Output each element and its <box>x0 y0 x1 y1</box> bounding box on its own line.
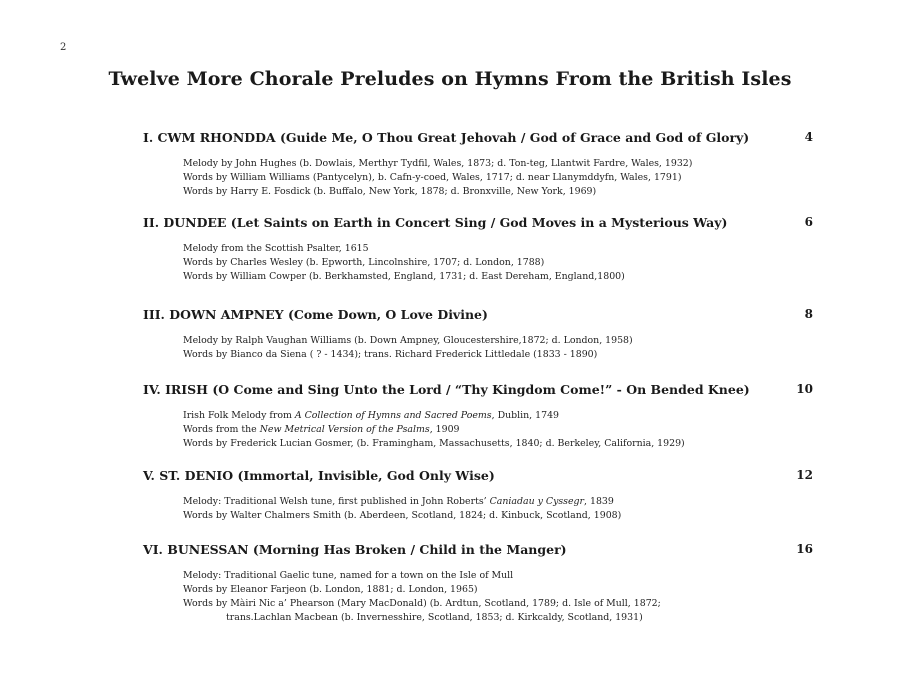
credit-line: Melody: Traditional Gaelic tune, named for a town on the Isle of Mull <box>183 570 514 581</box>
entry-page-number: 12 <box>796 468 813 482</box>
page-number: 2 <box>60 42 67 53</box>
credit-line <box>183 495 813 509</box>
credit-line <box>183 409 813 423</box>
toc-entry-dundee[interactable] <box>143 215 813 284</box>
credit-line: Words by William Williams (Pantycelyn), b. Cafn-y-coed, Wales, 1717; d. near Llanymddyfn, Wales, 1791) <box>183 172 682 183</box>
entry-page-number: 4 <box>804 130 813 144</box>
entry-heading-row <box>143 542 813 562</box>
credit-text: Irish Folk Melody from <box>183 410 295 421</box>
entry-heading-row <box>143 307 813 327</box>
credit-line: trans.Lachlan Macbean (b. Invernesshire, Scotland, 1853; d. Kirkcaldy, Scotland, 1931) <box>226 612 643 623</box>
credit-line: Words by Walter Chalmers Smith (b. Aberdeen, Scotland, 1824; d. Kinbuck, Scotland, 1908) <box>183 510 622 521</box>
entry-credits <box>143 242 813 284</box>
entry-credits <box>143 569 813 625</box>
toc-entry-down-ampney[interactable] <box>143 307 813 362</box>
toc-entry-cwm-rhondda[interactable] <box>143 130 813 199</box>
credit-line: Words by Eleanor Farjeon (b. London, 1881; d. London, 1965) <box>183 584 478 595</box>
entry-credits <box>143 334 813 362</box>
hymnal-title: Caniadau y Cyssegr <box>489 496 585 507</box>
entry-title[interactable]: II. DUNDEE (Let Saints on Earth in Concert Sing / God Moves in a Mysterious Way) <box>143 215 728 230</box>
entry-page-number: 16 <box>796 542 813 556</box>
entry-heading-row <box>143 468 813 488</box>
entry-credits <box>143 495 813 523</box>
toc-entry-st-denio[interactable] <box>143 468 813 523</box>
entry-title[interactable]: IV. IRISH (O Come and Sing Unto the Lord / “Thy Kingdom Come!” - On Bended Knee) <box>143 382 750 397</box>
credit-line: Melody from the Scottish Psalter, 1615 <box>183 243 369 254</box>
entry-page-number: 8 <box>804 307 813 321</box>
toc-entry-bunessan[interactable] <box>143 542 813 625</box>
hymnal-title: New Metrical Version of the Psalms <box>259 424 430 435</box>
credit-text: Melody: Traditional Welsh tune, first published in John Roberts’ <box>183 496 490 507</box>
credit-line: Words by Bianco da Siena ( ? - 1434); trans. Richard Frederick Littledale (1833 - 1890) <box>183 349 598 360</box>
entry-credits <box>143 409 813 451</box>
entry-credits <box>143 157 813 199</box>
entry-title[interactable]: V. ST. DENIO (Immortal, Invisible, God Only Wise) <box>143 468 495 483</box>
credit-line <box>183 423 813 437</box>
entry-page-number: 10 <box>796 382 813 396</box>
credit-text: , 1909 <box>429 424 460 435</box>
entry-heading-row <box>143 215 813 235</box>
document-title: Twelve More Chorale Preludes on Hymns From the British Isles <box>108 68 792 90</box>
credit-line: Words by William Cowper (b. Berkhamsted, England, 1731; d. East Dereham, England,1800) <box>183 271 625 282</box>
entry-page-number: 6 <box>804 215 813 229</box>
entry-heading-row <box>143 382 813 402</box>
credit-line: Words by Charles Wesley (b. Epworth, Lincolnshire, 1707; d. London, 1788) <box>183 257 545 268</box>
entry-heading-row <box>143 130 813 150</box>
entry-title[interactable]: VI. BUNESSAN (Morning Has Broken / Child in the Manger) <box>143 542 567 557</box>
credit-line: Melody by Ralph Vaughan Williams (b. Down Ampney, Gloucestershire,1872; d. London, 1958) <box>183 335 633 346</box>
credit-text: Words from the <box>183 424 260 435</box>
credit-line: Words by Frederick Lucian Gosmer, (b. Framingham, Massachusetts, 1840; d. Berkeley, California, 1929) <box>183 438 685 449</box>
credit-line: Melody by John Hughes (b. Dowlais, Merthyr Tydfil, Wales, 1873; d. Ton-teg, Llantwit Fardre, Wales, 1932) <box>183 158 693 169</box>
entry-title[interactable]: III. DOWN AMPNEY (Come Down, O Love Divine) <box>143 307 488 322</box>
hymnal-title: A Collection of Hymns and Sacred Poems <box>294 410 492 421</box>
entry-title[interactable]: I. CWM RHONDDA (Guide Me, O Thou Great Jehovah / God of Grace and God of Glory) <box>143 130 750 145</box>
credit-line: Words by Harry E. Fosdick (b. Buffalo, New York, 1878; d. Bronxville, New York, 1969) <box>183 186 597 197</box>
credit-text: , 1839 <box>584 496 614 507</box>
credit-text: , Dublin, 1749 <box>491 410 559 421</box>
credit-line: Words by Màiri Nic a’ Phearson (Mary MacDonald) (b. Ardtun, Scotland, 1789; d. Isle of Mull, 1872; <box>183 598 661 609</box>
toc-entry-irish[interactable] <box>143 382 813 451</box>
